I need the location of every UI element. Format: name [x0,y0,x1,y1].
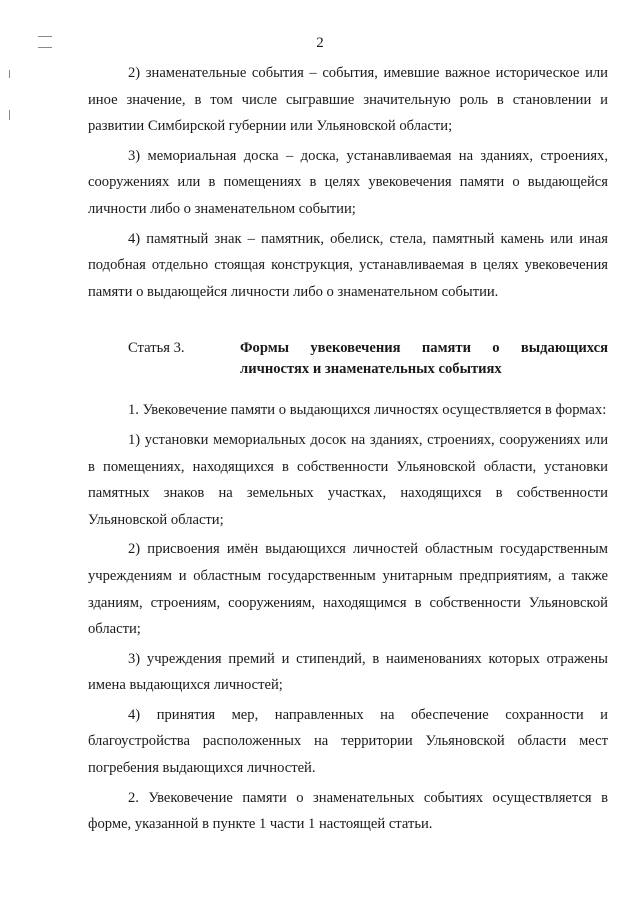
paragraph: 4) принятия мер, направленных на обеспечение сохранности и благоустройства расположенных на территории Ульяновской области мест погребения выдающихся личностей. [88,706,608,777]
paragraph: 3) учреждения премий и стипендий, в наименованиях которых отражены имена выдающихся личностей; [88,650,608,694]
scan-artifact [9,110,10,120]
paragraph: 1. Увековечение памяти о выдающихся личностях осуществляется в формах: [128,402,607,419]
document-body [88,60,608,838]
paragraph: 2) знаменательные события – события, имевшие важное историческое или иное значение, в том числе сыгравшие значительную роль в становлении и развитии Симбирской губернии или Ульяновской области; [88,65,608,135]
paragraph: 4) памятный знак – памятник, обелиск, стела, памятный камень или иная подобная отдельно стоящая конструкция, устанавливаемая в целях увековечения памяти о выдающейся личности либо о знаменательном событии. [88,230,608,300]
paragraph: 1) установки мемориальных досок на зданиях, строениях, сооружениях или в помещениях, находящихся в собственности Ульяновской области, установки памятных знаков на земельных участках, находящихся в собственности Ульяновской области; [88,431,608,528]
scan-artifact [9,70,10,78]
article-label: Статья 3. [128,340,185,357]
scan-artifact [38,47,52,48]
paragraph: 2. Увековечение памяти о знаменательных событиях осуществляется в форме, указанной в пункте 1 части 1 настоящей статьи. [88,789,608,833]
scan-artifact [38,36,52,37]
article-title: Формы увековечения памяти о выдающихся личностях и знаменательных событиях [240,340,608,378]
page-number: 2 [316,35,324,51]
paragraph: 2) присвоения имён выдающихся личностей областным государственным учреждениям и областным государственным унитарным предприятиям, а также зданиям, строениям, сооружениям, находящимся в собственности Ульяновской области; [88,541,608,638]
article-heading [88,338,608,380]
paragraph: 3) мемориальная доска – доска, устанавливаемая на зданиях, строениях, сооружениях или в помещениях в целях увековечения памяти о выдающейся личности либо о знаменательном событии; [88,147,608,217]
